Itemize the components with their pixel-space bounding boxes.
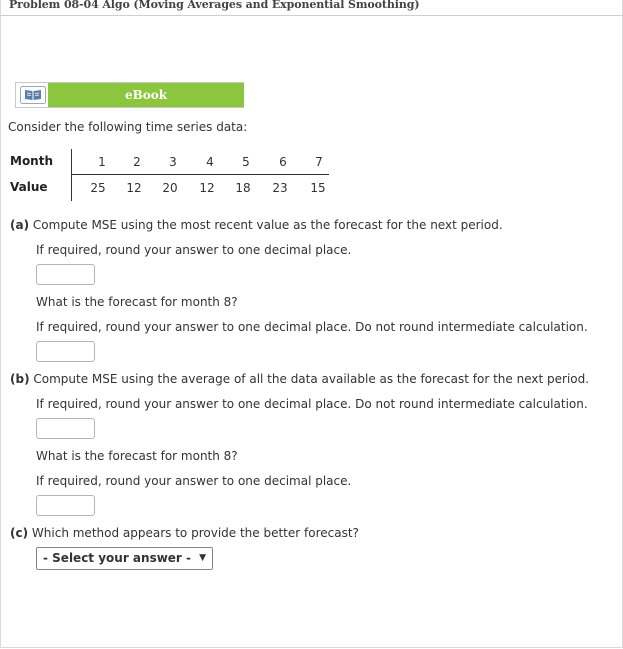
month-cell: 5 <box>242 155 250 169</box>
part-b-forecast-input[interactable] <box>36 495 95 516</box>
part-b-question-text: Compute MSE using the average of all the data available as the forecast for the next period. <box>33 372 590 386</box>
part-b-instruction-2: If required, round your answer to one decimal place. <box>36 474 352 488</box>
problem-header <box>0 0 623 16</box>
part-b-question <box>10 372 589 386</box>
part-a-subquestion: What is the forecast for month 8? <box>36 295 238 309</box>
part-a-question <box>10 218 503 232</box>
part-a-question-text: Compute MSE using the most recent value as the forecast for the next period. <box>32 218 503 232</box>
part-b-instruction-1: If required, round your answer to one decimal place. Do not round intermediate calculation. <box>36 397 588 411</box>
value-cell: 12 <box>199 181 215 195</box>
month-cell: 4 <box>206 155 214 169</box>
row-header-month: Month <box>10 154 54 168</box>
intro-text: Consider the following time series data: <box>8 120 248 134</box>
problem-title: Problem 08-04 Algo (Moving Averages and Exponential Smoothing) <box>9 0 420 11</box>
select-value: - Select your answer - <box>43 551 192 565</box>
better-method-select[interactable] <box>36 547 213 570</box>
month-cell: 7 <box>315 155 323 169</box>
row-header-value: Value <box>10 180 48 194</box>
value-cell: 12 <box>126 181 142 195</box>
value-cell: 20 <box>162 181 178 195</box>
part-a-instruction-1: If required, round your answer to one decimal place. <box>36 243 352 257</box>
month-cell: 6 <box>279 155 287 169</box>
part-b-subquestion: What is the forecast for month 8? <box>36 449 238 463</box>
part-b-mse-input[interactable] <box>36 418 95 439</box>
ebook-button[interactable] <box>15 82 244 108</box>
part-c-label: (c) <box>10 526 29 540</box>
table-horizontal-rule <box>71 174 329 175</box>
value-cell: 18 <box>235 181 251 195</box>
part-a-label: (a) <box>10 218 30 232</box>
part-c-question <box>10 526 359 540</box>
part-a-forecast-input[interactable] <box>36 341 95 362</box>
month-cell: 2 <box>133 155 141 169</box>
ebook-label: eBook <box>48 83 244 107</box>
value-cell: 23 <box>272 181 288 195</box>
value-cell: 15 <box>310 181 326 195</box>
part-a-instruction-2: If required, round your answer to one decimal place. Do not round intermediate calculation. <box>36 320 588 334</box>
dropdown-arrow-icon: ▼ <box>199 553 206 563</box>
part-c-question-text: Which method appears to provide the better forecast? <box>31 526 359 540</box>
part-a-mse-input[interactable] <box>36 264 95 285</box>
month-cell: 3 <box>169 155 177 169</box>
book-icon <box>20 86 46 104</box>
part-b-label: (b) <box>10 372 30 386</box>
table-vertical-rule <box>71 149 72 201</box>
month-cell: 1 <box>98 155 106 169</box>
value-cell: 25 <box>90 181 106 195</box>
